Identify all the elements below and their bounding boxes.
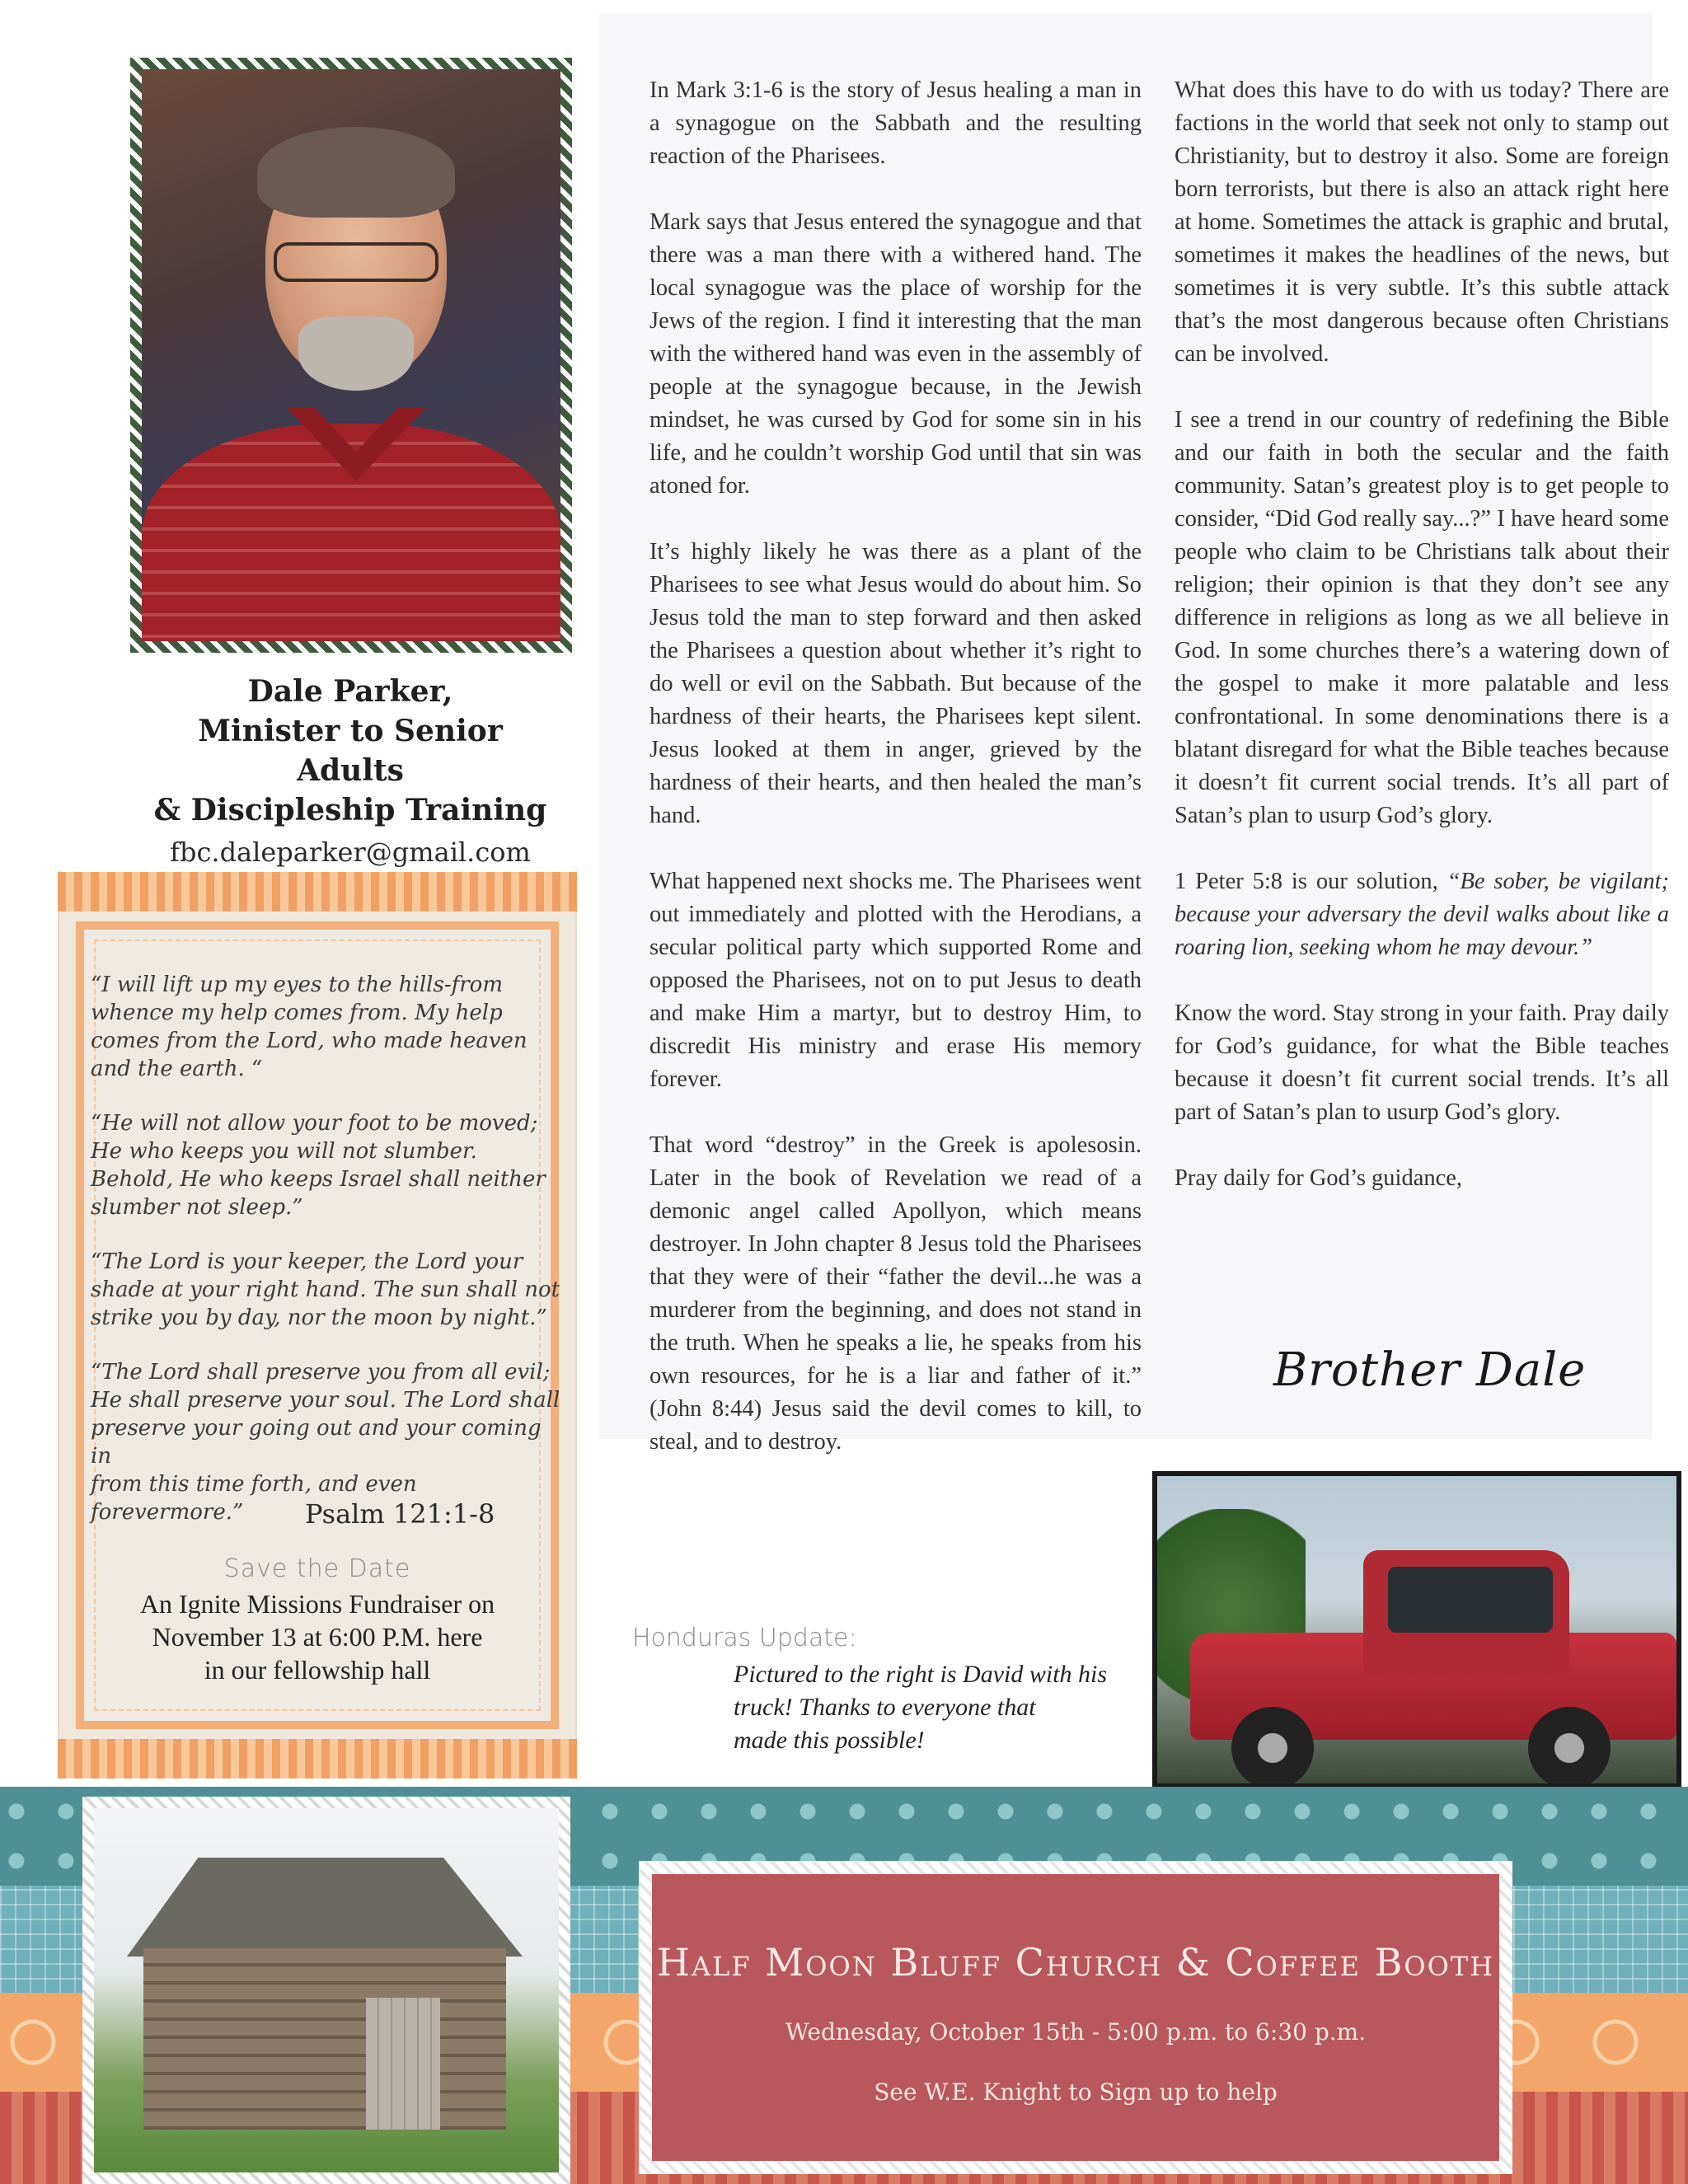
honduras-update-heading: Honduras Update: [632, 1624, 857, 1652]
article-paragraph: That word “destroy” in the Greek is apolesosin. Later in the book of Revelation we read of a demonic angel called Apollyon, which means destroyer. In John chapter 8 Jesus told the Pharisees that they were of their “father the devil...he was a murderer from the beginning, and does not stand in the truth. When he speaks a lie, he speaks from his own resources, for he is a liar and father of it.” (John 8:44) Jesus said the devil comes to kill, to steal, and to destroy. [649, 1132, 1142, 1455]
article-paragraph-scripture [1175, 865, 1669, 964]
profile-title-line2: Adults [297, 753, 404, 788]
psalm-box [58, 872, 577, 1779]
event-datetime: Wednesday, October 15th - 5:00 p.m. to 6:30 p.m. [785, 2018, 1367, 2046]
save-the-date-line: An Ignite Missions Fundraiser on [139, 1589, 495, 1619]
scallop-border-bottom [58, 1739, 577, 1779]
profile-title-line3: & Discipleship Training [153, 793, 547, 827]
article-paragraph: Mark says that Jesus entered the synagogue and that there was a man there with a withered hand. The local synagogue was the place of worship for the Jews of the region. I find it interesting that the man with the withered hand was even in the assembly of people at the synagogue because, in the Jewish mindset, he was cursed by God for some sin in his life, and he couldn’t worship God until that sin was atoned for. [649, 209, 1142, 499]
caption-line: truck! Thanks to everyone that [734, 1694, 1036, 1721]
event-title: Half Moon Bluff Church & Coffee Booth [656, 1940, 1495, 1985]
save-the-date-line: in our fellowship hall [204, 1655, 431, 1685]
article-paragraph: What does this have to do with us today? There are factions in the world that seek not only to stamp out Christianity, but to destroy it also. Some are foreign born terrorists, but there is also an attack right here at home. Sometimes the attack is graphic and brutal, sometimes it makes the headlines of the news, but sometimes it is very subtle. It’s this subtle attack that’s the most dangerous because often Christians can be involved. [1175, 77, 1669, 367]
profile-name-block [124, 672, 577, 830]
scripture-quote: “Be sober, be vigilant; because your adversary the devil walks about like a roaring lion, seeking whom he may devour.” [1175, 869, 1670, 960]
article-paragraph: What happened next shocks me. The Pharisees went out immediately and plotted with the Herodians, a secular political party which supported Rome and opposed the Pharisees, not on to put Jesus to death and make Him a martyr, but to destroy Him, to discredit His ministry and erase His memory forever. [649, 869, 1142, 1092]
psalm-reference: Psalm 121:1-8 [305, 1498, 495, 1530]
article-paragraph: I see a trend in our country of redefining the Bible and our faith in both the secular and the faith community. Satan’s greatest ploy is to get people to consider, “Did God really say...?” I have heard some people who claim to be Christians talk about their religion; their opinion is that they don’t see any difference in religions as long as we all believe in God. In some churches there’s a watering down of the gospel to make it more palatable and less confrontational. In some denominations there is a blatant disregard for what the Bible teaches because it doesn’t fit current social trends. It’s all part of Satan’s plan to usurp God’s glory. [1175, 407, 1669, 828]
psalm-verse: “The Lord shall preserve you from all evil; He shall preserve your soul. The Lord shall preserve your going out and your coming in from this time forth, and even forevermore.” [91, 1360, 560, 1525]
article-paragraph: It’s highly likely he was there as a plant of the Pharisees to see what Jesus would do about him. So Jesus told the man to step forward and then asked the Pharisees a question about whether it’s right to do well or evil on the Sabbath. But because of the hardness of their hearts, the Pharisees kept silent. Jesus looked at them in anger, grieved by the hardness of their hearts, and then healed the man’s hand. [649, 539, 1142, 828]
cabin-photo-frame [82, 1797, 570, 2184]
event-signup: See W.E. Knight to Sign up to help [874, 2079, 1278, 2106]
honduras-update-caption [734, 1658, 1162, 1757]
log-cabin-photo [94, 1808, 559, 2172]
portrait-frame [130, 58, 572, 653]
save-the-date-heading: Save the Date [223, 1554, 411, 1583]
scripture-lead: 1 Peter 5:8 is our solution, [1175, 869, 1447, 894]
psalm-verse: “I will lift up my eyes to the hills-from whence my help comes from. My help comes from the Lord, who made heaven and the earth. “ [91, 972, 528, 1081]
article-column-2 [1175, 74, 1669, 1228]
article-paragraph: Know the word. Stay strong in your faith. Pray daily for God’s guidance, for what the Bible teaches because it doesn’t fit current social trends. It’s all part of Satan’s plan to usurp God’s glory. [1175, 1001, 1669, 1125]
closing-line: Pray daily for God’s guidance, [1175, 1165, 1463, 1191]
save-the-date-details [58, 1587, 577, 1686]
david-truck-photo [1152, 1471, 1681, 1788]
psalm-verses [91, 971, 560, 1553]
save-the-date-line: November 13 at 6:00 P.M. here [152, 1622, 483, 1652]
psalm-verse: “The Lord is your keeper, the Lord your shade at your right hand. The sun shall not strike you by day, nor the moon by night.” [91, 1249, 560, 1330]
signature: Brother Dale [1273, 1343, 1587, 1397]
event-announcement [639, 1861, 1512, 2174]
profile-name: Dale Parker, [247, 674, 453, 709]
psalm-verse: “He will not allow your foot to be moved; He who keeps you will not slumber. Behold, He who keeps Israel shall neither slumber not sleep.” [91, 1111, 546, 1220]
article-column-1 [649, 74, 1142, 1492]
profile-email[interactable]: fbc.daleparker@gmail.com [170, 837, 531, 868]
dale-parker-photo [142, 69, 560, 641]
article-paragraph: In Mark 3:1-6 is the story of Jesus healing a man in a synagogue on the Sabbath and the resulting reaction of the Pharisees. [649, 77, 1142, 169]
caption-line: Pictured to the right is David with his [734, 1661, 1108, 1688]
scallop-border-top [58, 872, 577, 912]
caption-line: made this possible! [734, 1727, 925, 1754]
profile-title-line1: Minister to Senior [198, 714, 503, 748]
